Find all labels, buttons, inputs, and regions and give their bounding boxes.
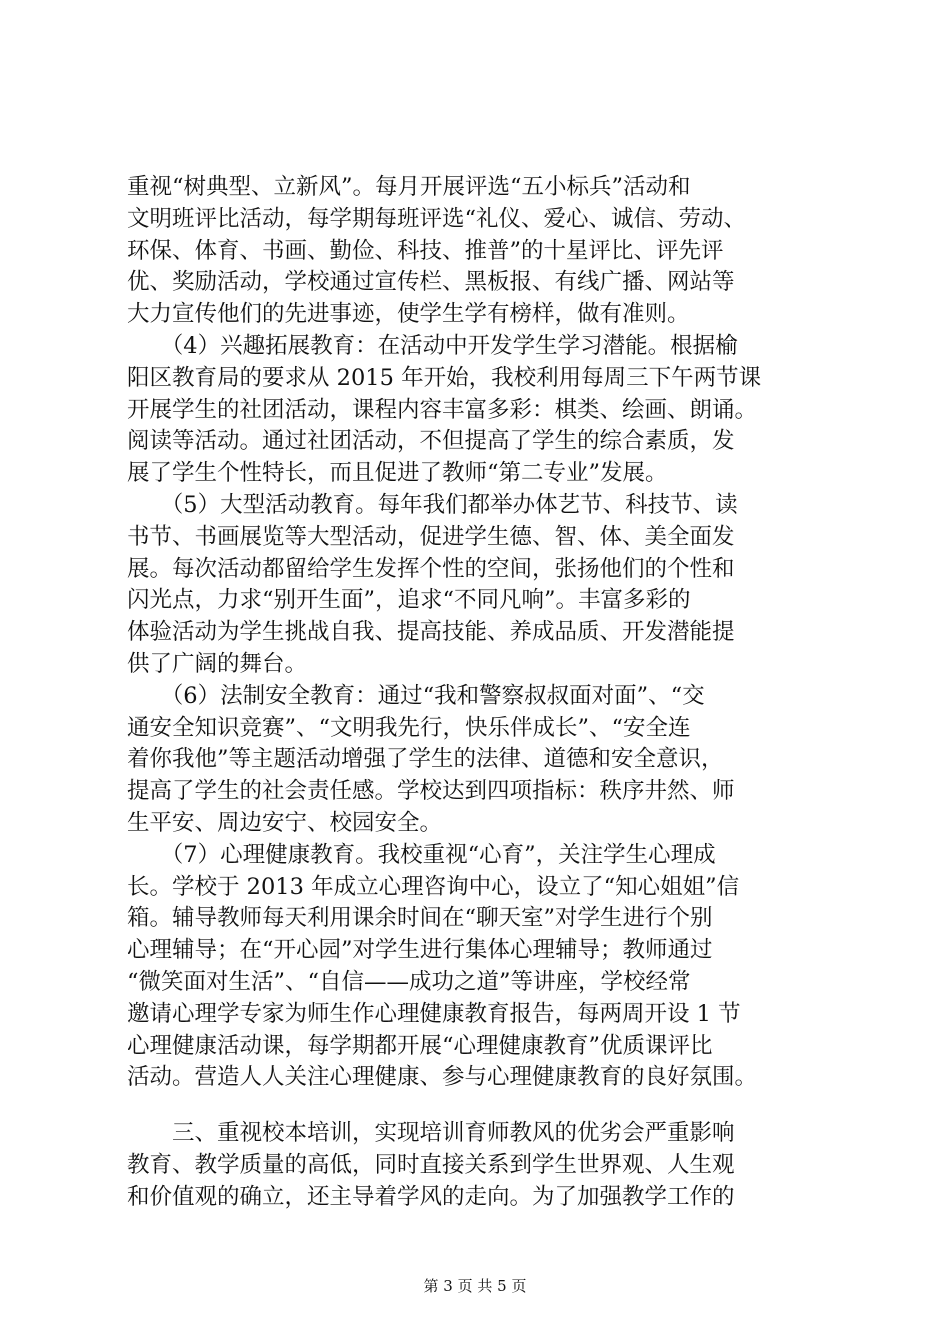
text-line: 通安全知识竞赛”、“文明我先行，快乐伴成长”、“安全连	[127, 714, 691, 741]
text-line: 生平安、周边安宁、校园安全。	[127, 809, 443, 836]
text-line: 供了广阔的舞台。	[127, 650, 308, 677]
text-line: 开展学生的社团活动，课程内容丰富多彩：棋类、绘画、朗诵。	[127, 396, 758, 423]
body-text-block	[127, 172, 832, 1094]
body-text-block	[127, 1118, 832, 1213]
text-line: 教育、教学质量的高低，同时直接关系到学生世界观、人生观	[127, 1151, 735, 1178]
text-line: 箱。辅导教师每天利用课余时间在“聊天室”对学生进行个别	[127, 905, 713, 932]
page-footer	[0, 1276, 950, 1296]
text-line: “微笑面对生活”、“自信——成功之道”等讲座，学校经常	[127, 968, 691, 995]
text-line: 重视“树典型、立新风”。每月开展评选“五小标兵”活动和	[127, 174, 691, 200]
page-number: 第 3 页 共 5 页	[423, 1277, 527, 1295]
text-line: 三、重视校本培训，实现培训育师教风的优劣会严重影响	[127, 1120, 735, 1147]
text-line: 活动。营造人人关注心理健康、参与心理健康教育的良好氛围。	[127, 1064, 758, 1091]
text-line: 阳区教育局的要求从 2015 年开始，我校利用每周三下午两节课	[127, 364, 762, 391]
text-line: （7）心理健康教育。我校重视“心育”，关注学生心理成	[127, 841, 716, 868]
text-line: 展了学生个性特长，而且促进了教师“第二专业”发展。	[127, 460, 668, 487]
text-line: 展。每次活动都留给学生发挥个性的空间，张扬他们的个性和	[127, 555, 735, 582]
paragraph-spacer	[127, 1094, 832, 1118]
text-line: 大力宣传他们的先进事迹，使学生学有榜样，做有准则。	[127, 301, 690, 328]
text-line: 心理辅导；在“开心园”对学生进行集体心理辅导；教师通过	[127, 937, 713, 964]
text-line: 长。学校于 2013 年成立心理咨询中心，设立了“知心姐姐”信	[127, 873, 740, 900]
text-line: 环保、体育、书画、勤俭、科技、推普”的十星评比、评先评	[127, 237, 724, 264]
text-line: 书节、书画展览等大型活动，促进学生德、智、体、美全面发	[127, 523, 735, 550]
text-line: 心理健康活动课，每学期都开展“心理健康教育”优质课评比	[127, 1032, 713, 1059]
text-line: 优、奖励活动，学校通过宣传栏、黑板报、有线广播、网站等	[127, 269, 735, 296]
text-line: 着你我他”等主题活动增强了学生的法律、道德和安全意识，	[127, 746, 724, 773]
text-line: （6）法制安全教育：通过“我和警察叔叔面对面”、“交	[127, 682, 705, 709]
text-line: 提高了学生的社会责任感。学校达到四项指标：秩序井然、师	[127, 778, 735, 805]
text-line: 阅读等活动。通过社团活动，不但提高了学生的综合素质，发	[127, 428, 735, 455]
document-body	[127, 172, 832, 1214]
text-line: 体验活动为学生挑战自我、提高技能、养成品质、开发潜能提	[127, 619, 735, 646]
text-line: 闪光点，力求“别开生面”，追求“不同凡响”。丰富多彩的	[127, 587, 691, 614]
text-line: 文明班评比活动，每学期每班评选“礼仪、爱心、诚信、劳动、	[127, 205, 747, 232]
text-line: 和价值观的确立，还主导着学风的走向。为了加强教学工作的	[127, 1183, 735, 1210]
text-line: 邀请心理学专家为师生作心理健康教育报告，每两周开设 1 节	[127, 1000, 741, 1027]
text-line: （5）大型活动教育。每年我们都举办体艺节、科技节、读	[127, 491, 738, 518]
text-line: （4）兴趣拓展教育：在活动中开发学生学习潜能。根据榆	[127, 332, 738, 359]
